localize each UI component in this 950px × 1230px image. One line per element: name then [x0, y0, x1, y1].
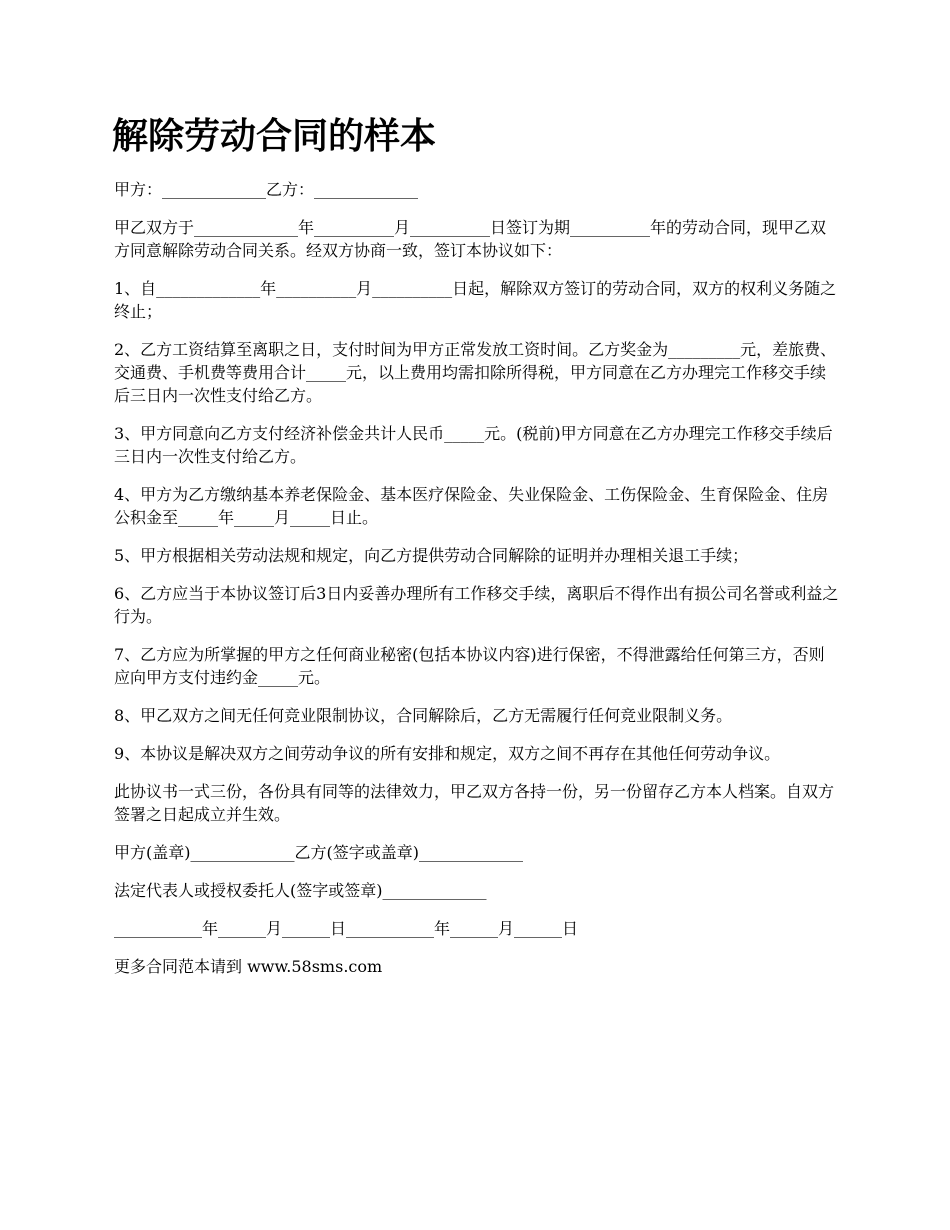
- clause-8: 8、甲乙双方之间无任何竞业限制协议，合同解除后，乙方无需履行任何竞业限制义务。: [114, 706, 733, 725]
- clause-7: 7、乙方应为所掌握的甲方之任何商业秘密(包括本协议内容)进行保密，不得泄露给任何第三方，否则应向甲方支付违约金_____元。: [114, 645, 825, 687]
- clause-9: 9、本协议是解决双方之间劳动争议的所有安排和规定，双方之间不再存在其他任何劳动争议。: [114, 744, 781, 763]
- footer-link-text: 更多合同范本请到 www.58sms.com: [114, 957, 383, 976]
- clause-3: 3、甲方同意向乙方支付经济补偿金共计人民币_____元。(税前)甲方同意在乙方办理完工作移交手续后三日内一次性支付给乙方。: [114, 424, 833, 466]
- intro-paragraph: 甲乙双方于_____________年__________月__________日签订为期__________年的劳动合同，现甲乙双方同意解除劳动合同关系。经双方协商一致，签订本协议如下：: [114, 218, 827, 260]
- date-line: ___________年______月______日___________年______月______日: [114, 919, 579, 938]
- party-line: 甲方：_____________乙方：_____________: [114, 180, 419, 199]
- clause-5: 5、甲方根据相关劳动法规和规定，向乙方提供劳动合同解除的证明并办理相关退工手续；: [114, 546, 749, 565]
- copies-paragraph: 此协议书一式三份，各份具有同等的法律效力，甲乙双方各持一份，另一份留存乙方本人档案。自双方签署之日起成立并生效。: [114, 782, 835, 824]
- clause-2: 2、乙方工资结算至离职之日，支付时间为甲方正常发放工资时间。乙方奖金为_________元，差旅费、交通费、手机费等费用合计_____元，以上费用均需扣除所得税，甲方同意在乙方办理完工作移交手续后三日内一次性支付给乙方。: [114, 340, 837, 405]
- document-title: 解除劳动合同的样本: [112, 116, 437, 157]
- clause-1: 1、自_____________年__________月__________日起，解除双方签订的劳动合同，双方的权利义务随之终止；: [114, 279, 837, 321]
- document-body: [114, 178, 840, 993]
- clause-6: 6、乙方应当于本协议签订后3日内妥善办理所有工作移交手续，离职后不得作出有损公司名誉或利益之行为。: [114, 584, 839, 626]
- signature-line: 甲方(盖章)_____________乙方(签字或盖章)_____________: [114, 843, 523, 862]
- representative-line: 法定代表人或授权委托人(签字或签章)_____________: [114, 881, 487, 900]
- clause-4: 4、甲方为乙方缴纳基本养老保险金、基本医疗保险金、失业保险金、工伤保险金、生育保险金、住房公积金至_____年_____月_____日止。: [114, 485, 829, 527]
